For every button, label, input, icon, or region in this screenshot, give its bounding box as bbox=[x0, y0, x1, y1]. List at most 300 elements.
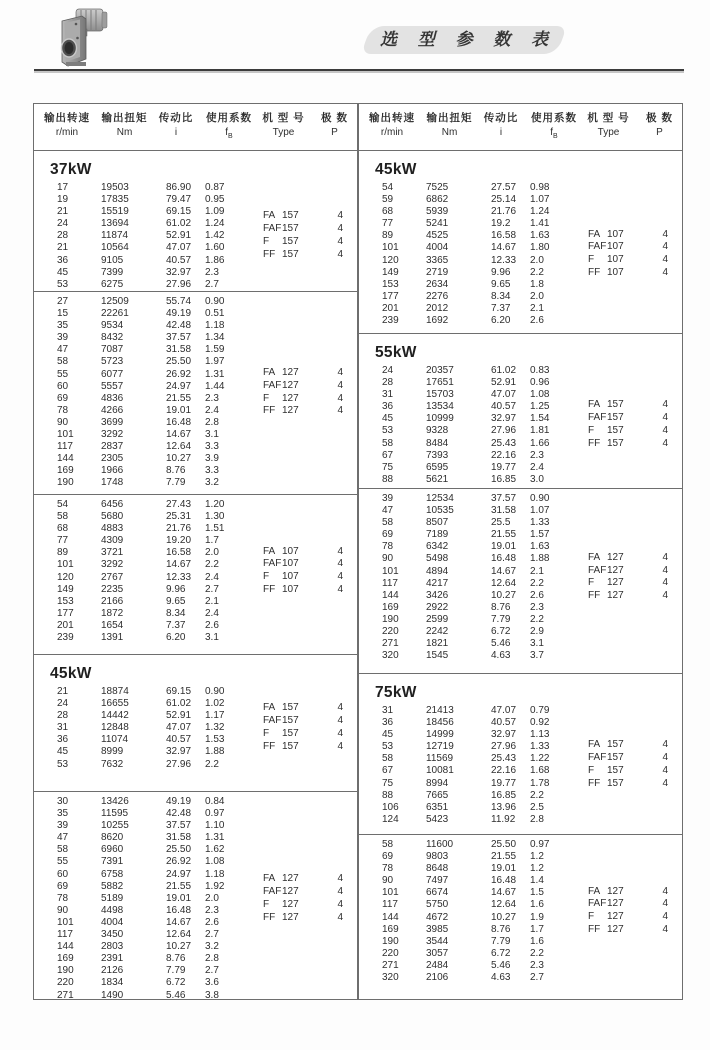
cell-speed: 24 bbox=[57, 698, 69, 710]
cell-speed: 45 bbox=[382, 413, 394, 425]
table-row bbox=[57, 279, 357, 291]
table-block bbox=[359, 673, 682, 834]
table-row bbox=[57, 929, 357, 941]
cell-speed: 320 bbox=[382, 650, 399, 662]
rows-group bbox=[34, 182, 357, 291]
cell-torque: 1391 bbox=[101, 632, 124, 644]
cell-fb: 3.1 bbox=[205, 429, 219, 441]
type-row bbox=[588, 267, 668, 280]
col-unit: $f_B$ bbox=[550, 127, 558, 140]
table-row bbox=[382, 851, 682, 863]
type-size: 107 bbox=[282, 545, 299, 557]
cell-ratio: 9.96 bbox=[166, 583, 186, 595]
type-name: FF bbox=[263, 741, 276, 753]
cell-ratio: 42.48 bbox=[166, 320, 192, 332]
cell-ratio: 7.79 bbox=[491, 935, 511, 947]
type-group bbox=[588, 400, 668, 452]
cell-fb: 1.24 bbox=[530, 206, 550, 218]
cell-fb: 1.10 bbox=[205, 820, 225, 832]
table-row bbox=[57, 596, 357, 608]
type-row bbox=[263, 899, 343, 912]
cell-torque: 8999 bbox=[101, 746, 124, 758]
type-size: 127 bbox=[607, 924, 624, 936]
type-size: 157 bbox=[282, 236, 299, 248]
type-poles: 4 bbox=[337, 379, 343, 391]
table-block bbox=[34, 291, 357, 494]
cell-fb: 1.51 bbox=[205, 523, 225, 535]
cell-speed: 101 bbox=[57, 429, 74, 441]
type-group bbox=[263, 211, 343, 263]
type-row bbox=[588, 578, 668, 591]
cell-torque: 5241 bbox=[426, 218, 449, 230]
table-row bbox=[382, 450, 682, 462]
cell-ratio: 49.19 bbox=[166, 308, 192, 320]
cell-speed: 144 bbox=[57, 941, 74, 953]
cell-torque: 11600 bbox=[426, 839, 454, 850]
cell-speed: 24 bbox=[382, 365, 394, 376]
type-name: FAF bbox=[588, 412, 607, 424]
cell-speed: 75 bbox=[382, 777, 394, 789]
cell-torque: 3292 bbox=[101, 429, 124, 441]
cell-torque: 13534 bbox=[426, 401, 454, 413]
cell-torque: 2719 bbox=[426, 266, 449, 278]
cell-torque: 5423 bbox=[426, 813, 449, 825]
cell-torque: 19503 bbox=[101, 182, 129, 193]
cell-torque: 17651 bbox=[426, 377, 454, 389]
cell-speed: 69 bbox=[382, 851, 394, 863]
type-poles: 4 bbox=[662, 267, 668, 279]
cell-speed: 201 bbox=[382, 302, 399, 314]
cell-torque: 6674 bbox=[426, 887, 449, 899]
section-label: 45kW bbox=[375, 161, 417, 178]
cell-fb: 0.79 bbox=[530, 705, 550, 716]
cell-ratio: 52.91 bbox=[166, 710, 192, 722]
cell-fb: 1.02 bbox=[205, 698, 225, 710]
table-row bbox=[382, 960, 682, 972]
cell-ratio: 86.90 bbox=[166, 182, 192, 193]
cell-torque: 2305 bbox=[101, 453, 124, 465]
type-size: 157 bbox=[607, 765, 624, 777]
table-block bbox=[359, 488, 682, 673]
cell-fb: 1.2 bbox=[530, 863, 544, 875]
cell-torque: 20357 bbox=[426, 365, 454, 376]
cell-ratio: 19.01 bbox=[166, 892, 192, 904]
section-label: 37kW bbox=[50, 161, 92, 178]
cell-ratio: 19.2 bbox=[491, 218, 511, 230]
cell-speed: 69 bbox=[57, 880, 69, 892]
table-row bbox=[57, 820, 357, 832]
type-group bbox=[263, 546, 343, 598]
type-row bbox=[588, 912, 668, 925]
cell-torque: 10535 bbox=[426, 505, 454, 517]
cell-fb: 2.2 bbox=[205, 559, 219, 571]
cell-torque: 7393 bbox=[426, 449, 449, 461]
cell-torque: 4894 bbox=[426, 565, 449, 577]
cell-torque: 1545 bbox=[426, 650, 449, 662]
type-row bbox=[263, 559, 343, 572]
cell-speed: 177 bbox=[382, 290, 399, 302]
type-size: 127 bbox=[282, 898, 299, 910]
rows-group bbox=[359, 493, 682, 662]
cell-fb: 0.90 bbox=[205, 296, 225, 307]
cell-speed: 101 bbox=[57, 559, 74, 571]
cell-fb: 2.4 bbox=[205, 607, 219, 619]
cell-speed: 101 bbox=[57, 916, 74, 928]
cell-torque: 12534 bbox=[426, 493, 454, 504]
cell-torque: 10255 bbox=[101, 820, 129, 832]
col-header bbox=[474, 111, 528, 150]
table-row bbox=[382, 650, 682, 662]
cell-speed: 58 bbox=[382, 753, 394, 765]
cell-speed: 101 bbox=[382, 565, 399, 577]
type-poles: 4 bbox=[662, 778, 668, 790]
cell-speed: 149 bbox=[382, 266, 399, 278]
cell-torque: 6275 bbox=[101, 278, 124, 290]
cell-torque: 3365 bbox=[426, 254, 449, 266]
cell-fb: 2.3 bbox=[530, 449, 544, 461]
cell-ratio: 8.34 bbox=[166, 607, 186, 619]
cell-fb: 1.31 bbox=[205, 368, 225, 380]
cell-ratio: 40.57 bbox=[166, 254, 192, 266]
col-unit: P bbox=[656, 127, 663, 138]
section-label: 55kW bbox=[375, 344, 417, 361]
cell-torque: 2837 bbox=[101, 441, 124, 453]
table-row bbox=[57, 429, 357, 441]
cell-speed: 90 bbox=[57, 904, 69, 916]
cell-speed: 120 bbox=[57, 571, 74, 583]
cell-fb: 1.88 bbox=[530, 553, 550, 565]
cell-speed: 21 bbox=[57, 686, 69, 697]
type-row bbox=[588, 255, 668, 268]
type-size: 107 bbox=[607, 267, 624, 279]
cell-ratio: 7.79 bbox=[166, 965, 186, 977]
cell-speed: 58 bbox=[382, 437, 394, 449]
cell-torque: 8994 bbox=[426, 777, 449, 789]
type-poles: 4 bbox=[662, 399, 668, 411]
table-row bbox=[382, 291, 682, 303]
cell-fb: 2.6 bbox=[205, 916, 219, 928]
cell-speed: 144 bbox=[382, 911, 399, 923]
type-name: F bbox=[588, 765, 595, 777]
cell-speed: 106 bbox=[382, 801, 399, 813]
cell-ratio: 10.27 bbox=[166, 941, 192, 953]
cell-ratio: 25.50 bbox=[166, 844, 192, 856]
table-row bbox=[382, 948, 682, 960]
table-row bbox=[382, 493, 682, 505]
cell-ratio: 19.01 bbox=[491, 863, 517, 875]
table-row bbox=[382, 972, 682, 984]
col-header bbox=[149, 111, 203, 150]
cell-torque: 2012 bbox=[426, 302, 449, 314]
cell-torque: 2391 bbox=[101, 953, 124, 965]
type-poles: 4 bbox=[337, 210, 343, 222]
type-size: 127 bbox=[282, 379, 299, 391]
cell-fb: 1.97 bbox=[205, 356, 225, 368]
cell-fb: 2.0 bbox=[530, 290, 544, 302]
cell-fb: 1.66 bbox=[530, 437, 550, 449]
cell-ratio: 19.77 bbox=[491, 777, 517, 789]
cell-speed: 31 bbox=[57, 722, 69, 734]
cell-ratio: 7.37 bbox=[166, 619, 186, 631]
type-row bbox=[588, 591, 668, 604]
cell-ratio: 9.96 bbox=[491, 266, 511, 278]
type-name: FF bbox=[263, 249, 276, 261]
cell-ratio: 13.96 bbox=[491, 801, 517, 813]
table-row bbox=[382, 315, 682, 327]
cell-ratio: 27.96 bbox=[491, 425, 517, 437]
type-poles: 4 bbox=[337, 715, 343, 727]
cell-torque: 15703 bbox=[426, 389, 454, 401]
cell-speed: 58 bbox=[57, 844, 69, 856]
table-row bbox=[57, 620, 357, 632]
cell-fb: 2.0 bbox=[530, 254, 544, 266]
cell-ratio: 26.92 bbox=[166, 856, 192, 868]
cell-speed: 55 bbox=[57, 856, 69, 868]
type-name: F bbox=[263, 898, 270, 910]
cell-torque: 5680 bbox=[101, 511, 124, 523]
cell-fb: 2.7 bbox=[530, 972, 544, 984]
cell-torque: 7087 bbox=[101, 344, 124, 356]
cell-speed: 17 bbox=[57, 182, 69, 193]
type-size: 157 bbox=[607, 438, 624, 450]
type-size: 107 bbox=[607, 241, 624, 253]
cell-speed: 144 bbox=[382, 589, 399, 601]
cell-torque: 9105 bbox=[101, 254, 124, 266]
type-group bbox=[263, 703, 343, 755]
type-row bbox=[588, 924, 668, 937]
type-row bbox=[263, 236, 343, 249]
cell-speed: 89 bbox=[57, 547, 69, 559]
cell-ratio: 14.67 bbox=[166, 559, 192, 571]
table-block bbox=[34, 654, 357, 791]
cell-ratio: 14.67 bbox=[491, 242, 517, 254]
type-name: FF bbox=[588, 438, 601, 450]
cell-fb: 1.13 bbox=[530, 729, 550, 741]
type-name: FAF bbox=[263, 223, 282, 235]
cell-torque: 4672 bbox=[426, 911, 449, 923]
cell-speed: 55 bbox=[57, 368, 69, 380]
cell-fb: 1.4 bbox=[530, 875, 544, 887]
cell-ratio: 8.76 bbox=[166, 953, 186, 965]
cell-speed: 177 bbox=[57, 607, 74, 619]
cell-speed: 59 bbox=[382, 194, 394, 206]
cell-torque: 1748 bbox=[101, 477, 124, 489]
cell-torque: 13694 bbox=[101, 218, 129, 230]
cell-fb: 3.8 bbox=[205, 989, 219, 999]
type-name: FA bbox=[588, 885, 601, 897]
type-row bbox=[263, 367, 343, 380]
type-size: 127 bbox=[607, 551, 624, 563]
type-size: 157 bbox=[607, 752, 624, 764]
type-name: F bbox=[588, 425, 595, 437]
rows-group bbox=[359, 365, 682, 486]
cell-fb: 1.18 bbox=[205, 868, 225, 880]
cell-fb: 2.2 bbox=[530, 947, 544, 959]
type-row bbox=[263, 912, 343, 925]
cell-fb: 2.8 bbox=[530, 813, 544, 825]
cell-ratio: 21.76 bbox=[166, 523, 192, 535]
type-poles: 4 bbox=[337, 558, 343, 570]
type-size: 157 bbox=[282, 715, 299, 727]
type-row bbox=[263, 741, 343, 754]
type-poles: 4 bbox=[337, 392, 343, 404]
cell-torque: 9803 bbox=[426, 851, 449, 863]
cell-ratio: 32.97 bbox=[166, 746, 192, 758]
type-poles: 4 bbox=[662, 241, 668, 253]
cell-fb: 1.17 bbox=[205, 710, 225, 722]
cell-fb: 1.07 bbox=[530, 505, 550, 517]
cell-torque: 2599 bbox=[426, 613, 449, 625]
cell-fb: 0.90 bbox=[205, 686, 225, 697]
cell-ratio: 16.85 bbox=[491, 473, 517, 485]
type-poles: 4 bbox=[662, 577, 668, 589]
type-row bbox=[588, 400, 668, 413]
cell-torque: 18874 bbox=[101, 686, 129, 697]
cell-speed: 30 bbox=[57, 796, 69, 807]
cell-speed: 153 bbox=[382, 278, 399, 290]
cell-fb: 1.32 bbox=[205, 722, 225, 734]
type-size: 157 bbox=[607, 739, 624, 751]
cell-fb: 3.2 bbox=[205, 477, 219, 489]
cell-fb: 2.1 bbox=[530, 565, 544, 577]
col-header bbox=[34, 111, 100, 150]
type-poles: 4 bbox=[337, 545, 343, 557]
type-size: 157 bbox=[607, 425, 624, 437]
cell-torque: 11874 bbox=[101, 230, 129, 242]
cell-speed: 75 bbox=[382, 461, 394, 473]
col-label: 传动比 bbox=[158, 112, 194, 124]
cell-speed: 101 bbox=[382, 887, 399, 899]
type-name: FF bbox=[588, 778, 601, 790]
cell-ratio: 8.76 bbox=[491, 923, 511, 935]
cell-speed: 190 bbox=[382, 935, 399, 947]
cell-fb: 1.60 bbox=[205, 242, 225, 254]
cell-fb: 3.1 bbox=[205, 632, 219, 644]
type-name: F bbox=[263, 392, 270, 404]
type-row bbox=[263, 886, 343, 899]
cell-fb: 2.3 bbox=[205, 904, 219, 916]
cell-torque: 5939 bbox=[426, 206, 449, 218]
cell-torque: 6595 bbox=[426, 461, 449, 473]
cell-speed: 190 bbox=[57, 965, 74, 977]
cell-torque: 2242 bbox=[426, 626, 449, 638]
cell-speed: 77 bbox=[382, 218, 394, 230]
cell-torque: 3721 bbox=[101, 547, 124, 559]
cell-fb: 1.63 bbox=[530, 230, 550, 242]
cell-fb: 1.5 bbox=[530, 887, 544, 899]
cell-ratio: 25.50 bbox=[166, 356, 192, 368]
cell-speed: 45 bbox=[57, 266, 69, 278]
cell-ratio: 27.96 bbox=[166, 758, 192, 770]
rows-group bbox=[359, 182, 682, 327]
cell-speed: 60 bbox=[57, 868, 69, 880]
cell-fb: 3.1 bbox=[530, 638, 544, 650]
cell-speed: 153 bbox=[57, 595, 74, 607]
cell-fb: 1.88 bbox=[205, 746, 225, 758]
cell-ratio: 16.85 bbox=[491, 789, 517, 801]
cell-ratio: 37.57 bbox=[491, 493, 517, 504]
cell-torque: 12719 bbox=[426, 741, 454, 753]
cell-ratio: 27.57 bbox=[491, 182, 517, 193]
col-unit: r/min bbox=[380, 127, 404, 138]
cell-speed: 90 bbox=[382, 875, 394, 887]
cell-speed: 88 bbox=[382, 789, 394, 801]
cell-fb: 1.18 bbox=[205, 320, 225, 332]
cell-ratio: 21.55 bbox=[166, 392, 192, 404]
cell-speed: 45 bbox=[382, 729, 394, 741]
gear-motor-logo bbox=[52, 5, 110, 69]
cell-fb: 2.4 bbox=[530, 461, 544, 473]
cell-fb: 1.62 bbox=[205, 844, 225, 856]
type-row bbox=[588, 753, 668, 766]
cell-ratio: 12.33 bbox=[166, 571, 192, 583]
cell-ratio: 6.72 bbox=[166, 977, 186, 989]
cell-torque: 3985 bbox=[426, 923, 449, 935]
cell-fb: 2.2 bbox=[530, 266, 544, 278]
rows-group bbox=[34, 296, 357, 490]
table-row bbox=[57, 499, 357, 511]
type-poles: 4 bbox=[662, 752, 668, 764]
cell-torque: 9328 bbox=[426, 425, 449, 437]
cell-fb: 1.07 bbox=[530, 194, 550, 206]
cell-ratio: 47.07 bbox=[491, 705, 517, 716]
cell-ratio: 21.76 bbox=[491, 206, 517, 218]
type-poles: 4 bbox=[337, 249, 343, 261]
cell-torque: 3292 bbox=[101, 559, 124, 571]
cell-torque: 8620 bbox=[101, 832, 124, 844]
table-row bbox=[57, 632, 357, 644]
cell-fb: 1.81 bbox=[530, 425, 550, 437]
cell-fb: 1.7 bbox=[530, 923, 544, 935]
cell-speed: 53 bbox=[382, 741, 394, 753]
cell-ratio: 22.16 bbox=[491, 765, 517, 777]
type-row bbox=[588, 899, 668, 912]
table-row bbox=[57, 465, 357, 477]
cell-torque: 18456 bbox=[426, 717, 454, 729]
type-poles: 4 bbox=[662, 885, 668, 897]
cell-speed: 31 bbox=[382, 389, 394, 401]
cell-speed: 124 bbox=[382, 813, 399, 825]
type-name: FA bbox=[263, 872, 276, 884]
cell-speed: 28 bbox=[57, 230, 69, 242]
cell-speed: 89 bbox=[382, 230, 394, 242]
type-name: F bbox=[263, 236, 270, 248]
type-row bbox=[588, 438, 668, 451]
cell-ratio: 4.63 bbox=[491, 972, 511, 984]
cell-speed: 39 bbox=[57, 332, 69, 344]
table-row bbox=[57, 332, 357, 344]
table-block bbox=[34, 151, 357, 291]
cell-speed: 190 bbox=[382, 613, 399, 625]
table-block bbox=[359, 151, 682, 333]
cell-speed: 47 bbox=[57, 344, 69, 356]
rows-group bbox=[359, 839, 682, 984]
cell-fb: 1.6 bbox=[530, 899, 544, 911]
section-label: 45kW bbox=[50, 665, 92, 682]
cell-ratio: 16.48 bbox=[491, 875, 517, 887]
cell-fb: 2.3 bbox=[205, 392, 219, 404]
cell-torque: 11569 bbox=[426, 753, 454, 765]
cell-speed: 36 bbox=[57, 734, 69, 746]
cell-torque: 3450 bbox=[101, 929, 124, 941]
cell-ratio: 19.01 bbox=[491, 541, 517, 553]
col-unit: Nm bbox=[441, 127, 458, 138]
cell-torque: 3057 bbox=[426, 947, 449, 959]
table-row bbox=[382, 839, 682, 851]
col-label: 使用系数 bbox=[206, 112, 252, 124]
cell-fb: 1.6 bbox=[530, 935, 544, 947]
table-row bbox=[57, 832, 357, 844]
